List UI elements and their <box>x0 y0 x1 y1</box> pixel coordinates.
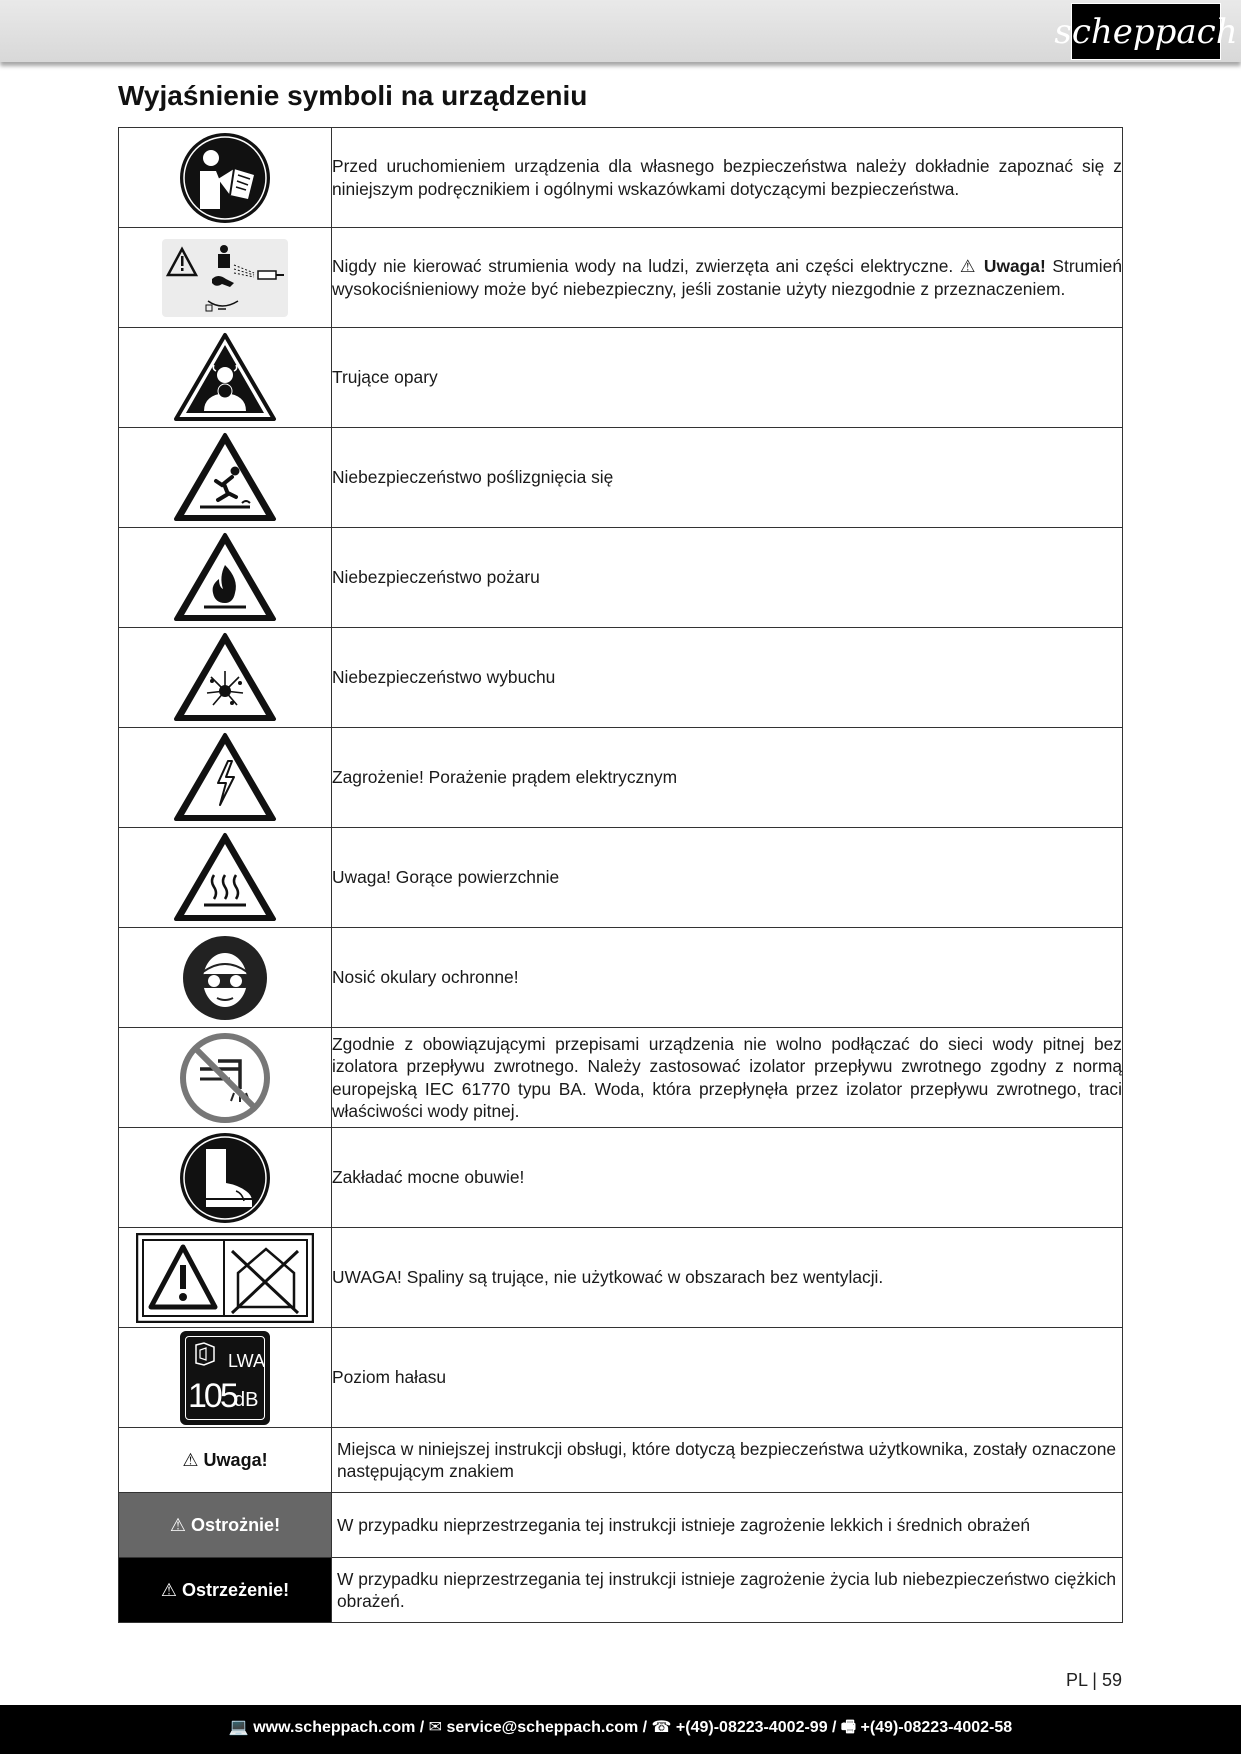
uwaga-inline-label: ⚠ Uwaga! <box>959 256 1046 276</box>
fire-hazard-icon <box>119 531 331 625</box>
symbol-row <box>119 328 1123 428</box>
toxic-fumes-icon <box>119 331 331 425</box>
ostroznie-label: ⚠ Ostrożnie! <box>119 1493 332 1558</box>
symbol-row <box>119 1128 1123 1228</box>
symbol-row <box>119 228 1123 328</box>
explosion-hazard-icon <box>119 631 331 725</box>
symbol-description: Niebezpieczeństwo poślizgnięcia się <box>332 428 1123 528</box>
symbol-description: Zakładać mocne obuwie! <box>332 1128 1123 1228</box>
symbol-description: Zagrożenie! Porażenie prądem elektrycznym <box>332 728 1123 828</box>
signal-description: W przypadku nieprzestrzegania tej instrukcji istnieje zagrożenie lekkich i średnich obrażeń <box>332 1493 1123 1558</box>
hot-surface-icon <box>119 831 331 925</box>
symbol-description: Niebezpieczeństwo pożaru <box>332 528 1123 628</box>
symbol-row <box>119 128 1123 228</box>
signal-row <box>119 1558 1123 1623</box>
no-drinking-water-connection-icon <box>119 1031 331 1125</box>
signal-row <box>119 1428 1123 1493</box>
symbol-description: UWAGA! Spaliny są trujące, nie użytkować w obszarach bez wentylacji. <box>332 1228 1123 1328</box>
water-jet-warning-icon <box>119 239 331 317</box>
symbol-description: Trujące opary <box>332 328 1123 428</box>
noise-level-icon <box>119 1331 331 1425</box>
symbol-description: Niebezpieczeństwo wybuchu <box>332 628 1123 728</box>
safety-boots-icon <box>119 1131 331 1225</box>
symbol-description: Poziom hałasu <box>332 1328 1123 1428</box>
signal-description: Miejsca w niniejszej instrukcji obsługi, które dotyczą bezpieczeństwa użytkownika, zostały oznaczone następującym znakiem <box>332 1428 1123 1493</box>
symbol-row <box>119 528 1123 628</box>
electric-shock-icon <box>119 731 331 825</box>
symbol-row <box>119 428 1123 528</box>
no-indoor-use-icon <box>119 1233 331 1323</box>
symbol-row <box>119 1028 1123 1128</box>
symbol-row <box>119 1328 1123 1428</box>
symbol-description: Nigdy nie kierować strumienia wody na ludzi, zwierzęta ani części elektryczne. ⚠ Uwaga! Strumień wysokociśnieniowy może być niebezpieczny, jeśli zostanie użyty niezgodnie z przeznaczeniem. <box>332 228 1123 328</box>
symbol-description: Zgodnie z obowiązującymi przepisami urządzenia nie wolno podłączać do sieci wody pitnej bez izolatora przepływu zwrotnego. Należy zastosować izolator przepływu zwrotnego zgodny z normą europejską IEC 61770 typu BA. Woda, która przepłynęła przez izolator przepływu zwrotnego, traci właściwości wody pitnej. <box>332 1028 1123 1128</box>
speaker-icon <box>190 1341 220 1367</box>
scheppach-logo: scheppach <box>1071 3 1221 60</box>
uwaga-label: ⚠ Uwaga! <box>119 1428 332 1493</box>
symbol-row <box>119 828 1123 928</box>
symbol-description: Uwaga! Gorące powierzchnie <box>332 828 1123 928</box>
symbol-description: Przed uruchomieniem urządzenia dla własnego bezpieczeństwa należy dokładnie zapoznać się z niniejszym podręcznikiem i ogólnymi wskazówkami dotyczącymi bezpieczeństwa. <box>332 128 1123 228</box>
signal-description: W przypadku nieprzestrzegania tej instrukcji istnieje zagrożenie życia lub niebezpieczeństwo ciężkich obrażeń. <box>332 1558 1123 1623</box>
db-value: 105 <box>188 1376 236 1415</box>
footer-contact: 💻 www.scheppach.com / ✉ service@scheppach.com / ☎ +(49)-08223-4002-99 / 🖷 +(49)-08223-4002-58 <box>0 1705 1241 1754</box>
signal-row <box>119 1493 1123 1558</box>
page-number: PL | 59 <box>1065 1670 1122 1690</box>
symbol-row <box>119 728 1123 828</box>
symbol-row <box>119 628 1123 728</box>
lwa-label: LWA <box>228 1350 266 1371</box>
symbol-description: Nosić okulary ochronne! <box>332 928 1123 1028</box>
slip-hazard-icon <box>119 431 331 525</box>
symbol-row <box>119 928 1123 1028</box>
safety-goggles-icon <box>119 934 331 1022</box>
symbol-row <box>119 1228 1123 1328</box>
symbols-table <box>118 127 1123 1623</box>
ostrzezenie-label: ⚠ Ostrzeżenie! <box>119 1558 332 1623</box>
read-manual-icon <box>119 131 331 225</box>
page-title: Wyjaśnienie symboli na urządzeniu <box>118 80 588 111</box>
db-unit: dB <box>234 1388 259 1411</box>
